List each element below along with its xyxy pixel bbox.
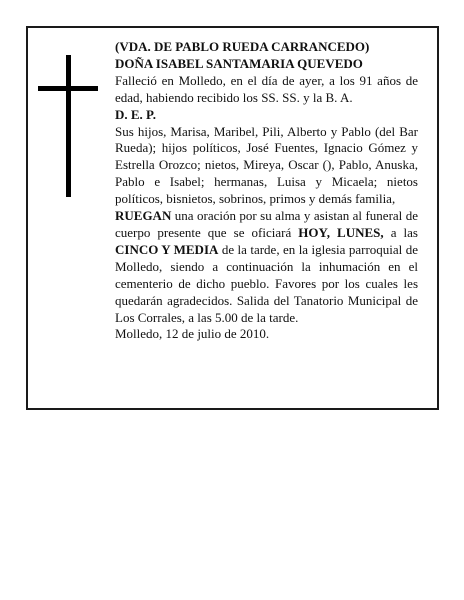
rip-line: D. E. P. [115,106,157,122]
place-date: Molledo, 12 de julio de 2010. [115,326,270,342]
ruegan-word: RUEGAN [115,208,172,224]
death-statement: Falleció en Molledo, en el día de ayer, a los 91 años de edad, habiendo recibido los SS. SS. y la B. A. [115,72,418,105]
obituary-notice [26,26,439,410]
prayer-paragraph [115,208,418,326]
time-bold: CINCO Y MEDIA [115,241,219,257]
family-list: Sus hijos, Marisa, Maribel, Pili, Alberto y Pablo (del Bar Rueda); hijos políticos, José Fuentes, Ignacio Gómez y Estrella Orozco; nietos, Mireya, Oscar (), Pablo, Anuska, Pablo e Isabel; hermanas, Luisa y Micaela; nietos políticos, bisnietos, sobrinos, primos y demás familia, [115,123,418,207]
prayer-text-3: de la tarde, en la iglesia parroquial de Molledo, siendo a continuación la inhumación en el cementerio de dicho pueblo. Favores por los cuales les quedarán agradecidos. Salida del Tanatorio Municipal de Los Corrales, a las 5.00 de la tarde. [115,241,418,325]
cross-icon [38,55,98,197]
notice-text [115,39,418,343]
day-bold: HOY, LUNES, [298,224,384,240]
deceased-name: DOÑA ISABEL SANTAMARIA QUEVEDO [115,55,363,71]
cross-vertical-bar [66,55,71,197]
cross-horizontal-bar [38,86,98,91]
prayer-text-1: una oración por su alma y asistan al funeral de cuerpo presente que se oficiará [115,208,418,240]
header-line: (VDA. DE PABLO RUEDA CARRANCEDO) [115,39,370,54]
prayer-text-2: a las [383,224,418,240]
